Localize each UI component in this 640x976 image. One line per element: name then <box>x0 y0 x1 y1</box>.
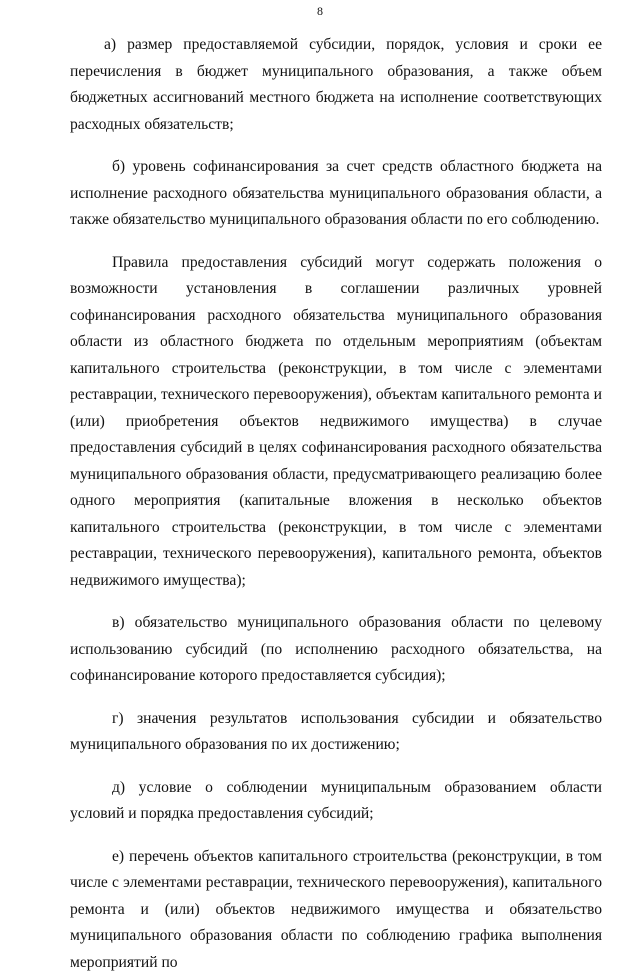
paragraph-subsidy-rules: Правила предоставления субсидий могут содержать положения о возможности установления в соглашении различных уровней софинансирования расходного обязательства муниципального образования области из областного бюджета по отдельным мероприятиям (объектам капитального строительства (реконструкции, в том числе с элементами реставрации, технического перевооружения), объектам капитального ремонта и (или) приобретения объектов недвижимого имущества) в случае предоставления субсидий в целях софинансирования расходного обязательства муниципального образования области, предусматривающего реализацию более одного мероприятия (капитальные вложения в несколько объектов капитального строительства (реконструкции, в том числе с элементами реставрации, технического перевооружения), капитального ремонта, объектов недвижимого имущества); <box>70 250 602 595</box>
paragraph-a-subsidy-size: а) размер предоставляемой субсидии, порядок, условия и сроки ее перечисления в бюджет муниципального образования, а также объем бюджетных ассигнований местного бюджета на исполнение соответствующих расходных обязательств; <box>70 32 602 138</box>
page-number: 8 <box>0 4 640 18</box>
paragraph-b-cofinancing-level: б) уровень софинансирования за счет средств областного бюджета на исполнение расходного обязательства муниципального образования области, а также обязательство муниципального образования области по его соблюдению. <box>70 154 602 234</box>
paragraph-v-target-use: в) обязательство муниципального образования области по целевому использованию субсидий (по исполнению расходного обязательства, на софинансирование которого предоставляется субсидия); <box>70 610 602 690</box>
document-body <box>70 32 602 976</box>
paragraph-e-objects-list: е) перечень объектов капитального строительства (реконструкции, в том числе с элементами реставрации, технического перевооружения), капитального ремонта и (или) объектов недвижимого имущества и обязательство муниципального образования области по соблюдению графика выполнения мероприятий по <box>70 844 602 976</box>
paragraph-g-results: г) значения результатов использования субсидии и обязательство муниципального образования по их достижению; <box>70 706 602 759</box>
paragraph-d-conditions: д) условие о соблюдении муниципальным образованием области условий и порядка предоставления субсидий; <box>70 775 602 828</box>
